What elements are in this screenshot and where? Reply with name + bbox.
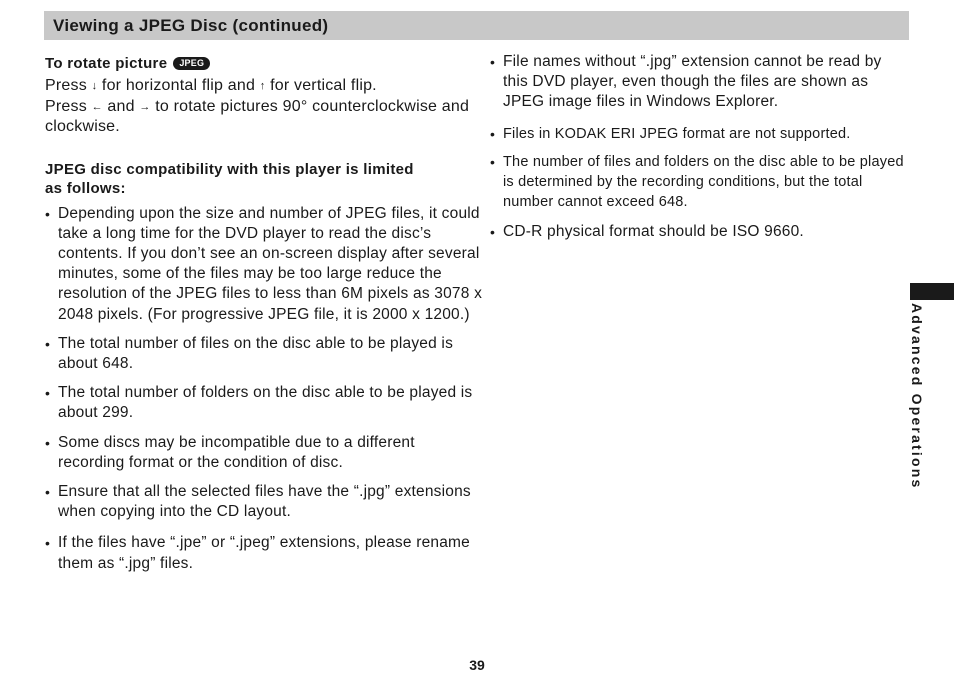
section-header — [44, 11, 909, 40]
right-column — [490, 52, 910, 243]
rotate-line-flip — [45, 76, 485, 97]
arrow-up-icon: ↑ — [259, 80, 266, 92]
arrow-right-icon: → — [139, 100, 151, 113]
horizontal-flip-text: for horizontal flip and — [101, 77, 256, 94]
side-tab-label: Advanced Operations — [909, 303, 925, 490]
rotate-instructions — [45, 76, 485, 138]
section-title: Viewing a JPEG Disc (continued) — [53, 16, 329, 35]
and-text: and — [107, 97, 135, 115]
rotate-heading-text: To rotate picture — [45, 55, 168, 72]
list-item: • Files in KODAK ERI JPEG format are not supported. — [490, 124, 910, 144]
side-tab-marker — [910, 283, 954, 300]
press-label: Press — [45, 97, 87, 115]
compat-list-left — [45, 204, 485, 574]
list-item: • If the files have “.jpe” or “.jpeg” extensions, please rename them as “.jpg” files. — [45, 533, 485, 573]
list-item: • The number of files and folders on the disc able to be played is determined by the recording conditions, but the total number cannot exceed 648. — [490, 152, 910, 213]
rotate-line-rotate — [45, 97, 485, 138]
press-label: Press — [45, 77, 87, 94]
list-item: • The total number of folders on the disc able to be played is about 299. — [45, 383, 485, 423]
list-item: • Some discs may be incompatible due to a different recording format or the condition of disc. — [45, 433, 485, 473]
list-item: • The total number of files on the disc able to be played is about 648. — [45, 334, 485, 374]
compat-heading: JPEG disc compatibility with this player is limited as follows: — [45, 160, 414, 197]
page-number: 39 — [469, 657, 485, 673]
jpeg-badge: JPEG — [173, 57, 210, 70]
list-item: • Ensure that all the selected files have the “.jpg” extensions when copying into the CD layout. — [45, 482, 485, 522]
left-column — [45, 54, 485, 574]
arrow-left-icon: ← — [91, 100, 103, 113]
rotate-heading — [45, 54, 485, 73]
list-item: • File names without “.jpg” extension cannot be read by this DVD player, even though the files are shown as JPEG image files in Windows Explorer. — [490, 52, 910, 113]
vertical-flip-text: for vertical flip. — [270, 77, 377, 94]
list-item: • CD-R physical format should be ISO 9660. — [490, 222, 910, 242]
rotate-text: to rotate pictures 90° counterclockwise and clockwise. — [45, 97, 470, 135]
arrow-down-icon: ↓ — [91, 80, 98, 92]
list-item: • Depending upon the size and number of JPEG files, it could take a long time for the DVD player to read the disc’s contents. If you don’t see an on-screen display after several minutes, some of the files may be too large reduce the resolution of the JPEG files to less than 6M pixels as 3078 x 2048 pixels. (For progressive JPEG file, it is 2000 x 1200.) — [45, 204, 485, 325]
